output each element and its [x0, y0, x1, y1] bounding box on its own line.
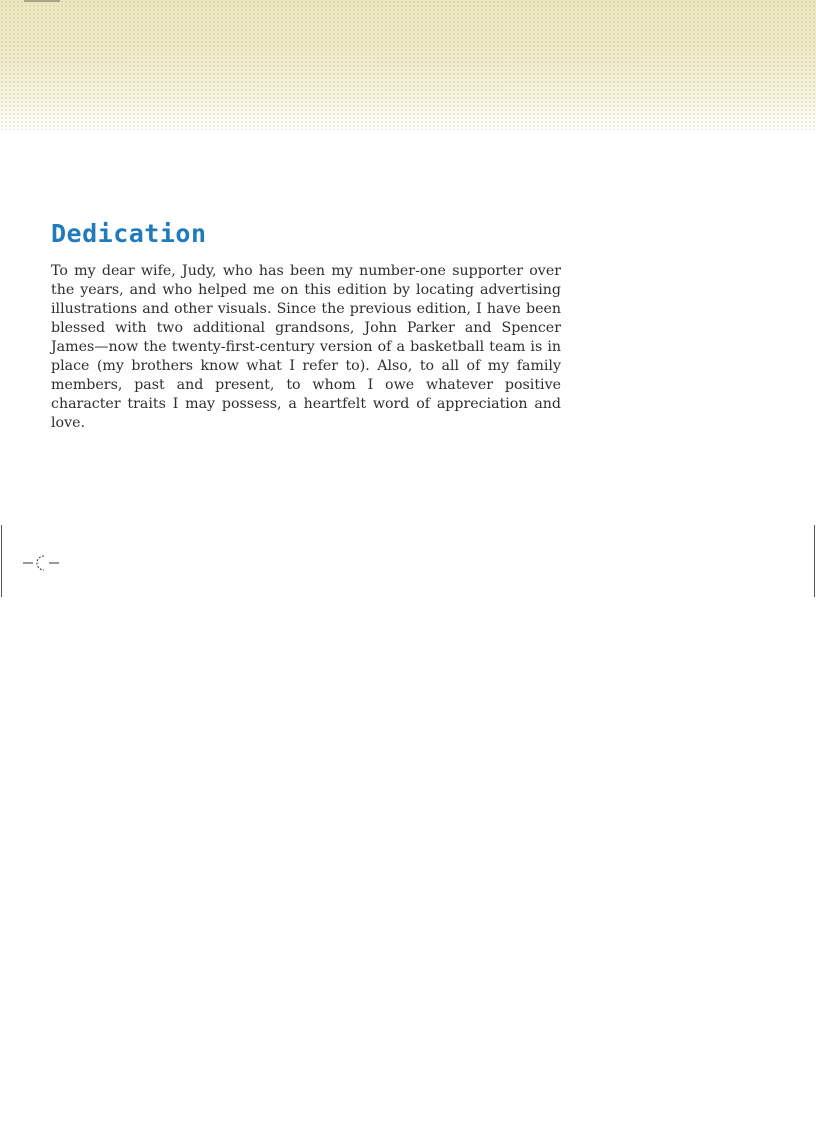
header-decorative-band: [0, 0, 816, 130]
page-title: Dedication: [51, 219, 207, 248]
right-crop-line: [814, 525, 815, 597]
left-crop-line: [1, 525, 2, 597]
registration-mark-icon: [22, 553, 60, 573]
dedication-paragraph: To my dear wife, Judy, who has been my number-one supporter over the years, and who helped me on this edition by locating advertising illustrations and other visuals. Since the previous edition, I have been blessed with two additional grandsons, John Parker and Spencer James—now the twenty-first-century version of a basketball team is in place (my brothers know what I refer to). Also, to all of my family members, past and present, to whom I owe whatever positive character traits I may possess, a heartfelt word of appreciation and love.: [51, 263, 561, 431]
corner-rule-line: [24, 0, 60, 2]
